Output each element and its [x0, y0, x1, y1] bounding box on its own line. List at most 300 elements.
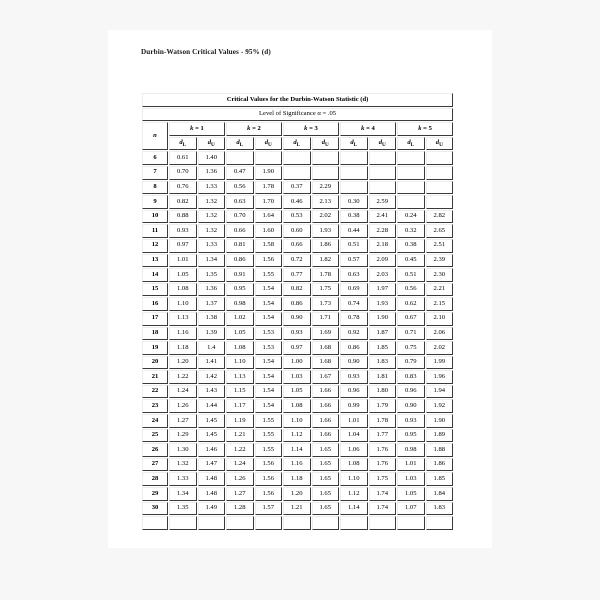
dl-header-k1: $d_L$ [169, 137, 197, 151]
table-row [142, 458, 453, 472]
cell-n21-k5-dl: 0.83 [397, 370, 425, 384]
table-row [142, 502, 453, 516]
cell-n18-k2-du: 1.53 [255, 327, 283, 341]
cell-n13-k1-du: 1.34 [198, 254, 226, 268]
blank-cell [169, 516, 197, 530]
cell-n16-k2-dl: 0.98 [226, 297, 254, 311]
blank-cell [226, 516, 254, 530]
cell-n10-k1-du: 1.32 [198, 210, 226, 224]
cell-n10-k3-du: 2.02 [312, 210, 340, 224]
cell-n19-k3-du: 1.68 [312, 341, 340, 355]
cell-n10-k3-dl: 0.53 [283, 210, 311, 224]
cell-n19-k2-dl: 1.08 [226, 341, 254, 355]
cell-n11-k3-du: 1.93 [312, 224, 340, 238]
cell-n11-k2-dl: 0.66 [226, 224, 254, 238]
cell-n21-k1-dl: 1.22 [169, 370, 197, 384]
cell-n6-k1-dl: 0.61 [169, 151, 197, 165]
cell-n25-k2-dl: 1.21 [226, 429, 254, 443]
row-label-n: 24 [142, 414, 168, 428]
cell-n16-k3-dl: 0.86 [283, 297, 311, 311]
cell-n19-k1-dl: 1.18 [169, 341, 197, 355]
table-row [142, 181, 453, 195]
table-row [142, 151, 453, 165]
cell-n8-k3-dl: 0.37 [283, 181, 311, 195]
cell-n21-k4-du: 1.81 [369, 370, 397, 384]
cell-n21-k5-du: 1.96 [426, 370, 454, 384]
du-header-k2: $d_U$ [255, 137, 283, 151]
row-label-n: 20 [142, 356, 168, 370]
cell-n10-k2-dl: 0.70 [226, 210, 254, 224]
cell-n23-k5-du: 1.92 [426, 399, 454, 413]
cell-n9-k4-du: 2.59 [369, 195, 397, 209]
cell-n26-k2-du: 1.55 [255, 443, 283, 457]
cell-n14-k4-du: 2.03 [369, 268, 397, 282]
cell-n12-k3-du: 1.86 [312, 239, 340, 253]
significance-row [142, 108, 453, 122]
cell-n26-k2-dl: 1.22 [226, 443, 254, 457]
cell-n19-k1-du: 1.4 [198, 341, 226, 355]
cell-n12-k2-dl: 0.81 [226, 239, 254, 253]
cell-n27-k1-dl: 1.32 [169, 458, 197, 472]
cell-n11-k4-du: 2.28 [369, 224, 397, 238]
cell-n11-k5-dl: 0.32 [397, 224, 425, 238]
cell-n17-k3-du: 1.71 [312, 312, 340, 326]
cell-n26-k5-dl: 0.98 [397, 443, 425, 457]
cell-n9-k1-dl: 0.82 [169, 195, 197, 209]
d-subheader-row [142, 137, 453, 151]
cell-n7-k3-dl [283, 166, 311, 180]
cell-n28-k2-du: 1.56 [255, 472, 283, 486]
cell-n6-k4-dl [340, 151, 368, 165]
cell-n12-k3-dl: 0.66 [283, 239, 311, 253]
cell-n25-k4-dl: 1.04 [340, 429, 368, 443]
table-row [142, 472, 453, 486]
cell-n24-k2-du: 1.55 [255, 414, 283, 428]
cell-n6-k3-du [312, 151, 340, 165]
cell-n11-k2-du: 1.60 [255, 224, 283, 238]
row-label-n: 29 [142, 487, 168, 501]
cell-n26-k4-dl: 1.06 [340, 443, 368, 457]
cell-n26-k4-du: 1.76 [369, 443, 397, 457]
cell-n9-k2-dl: 0.63 [226, 195, 254, 209]
cell-n13-k5-dl: 0.45 [397, 254, 425, 268]
cell-n25-k1-du: 1.45 [198, 429, 226, 443]
cell-n6-k5-du [426, 151, 454, 165]
cell-n21-k1-du: 1.42 [198, 370, 226, 384]
cell-n10-k5-du: 2.82 [426, 210, 454, 224]
cell-n24-k2-dl: 1.19 [226, 414, 254, 428]
table-row [142, 297, 453, 311]
cell-n30-k3-dl: 1.21 [283, 502, 311, 516]
table-row [142, 399, 453, 413]
cell-n9-k2-du: 1.70 [255, 195, 283, 209]
cell-n15-k5-du: 2.21 [426, 283, 454, 297]
cell-n15-k1-du: 1.36 [198, 283, 226, 297]
cell-n30-k4-dl: 1.14 [340, 502, 368, 516]
cell-n18-k3-dl: 0.93 [283, 327, 311, 341]
dl-header-k2: $d_L$ [226, 137, 254, 151]
cell-n28-k1-dl: 1.33 [169, 472, 197, 486]
n-header: n [142, 122, 168, 150]
row-label-n: 28 [142, 472, 168, 486]
blank-cell [426, 516, 454, 530]
cell-n8-k2-du: 1.78 [255, 181, 283, 195]
table-row [142, 210, 453, 224]
cell-n22-k1-du: 1.43 [198, 385, 226, 399]
row-label-n: 12 [142, 239, 168, 253]
cell-n12-k5-du: 2.51 [426, 239, 454, 253]
durbin-watson-table-container [141, 92, 448, 531]
table-row [142, 166, 453, 180]
cell-n26-k1-dl: 1.30 [169, 443, 197, 457]
cell-n28-k5-du: 1.85 [426, 472, 454, 486]
cell-n19-k2-du: 1.53 [255, 341, 283, 355]
cell-n29-k1-dl: 1.34 [169, 487, 197, 501]
cell-n12-k1-du: 1.33 [198, 239, 226, 253]
cell-n22-k4-du: 1.80 [369, 385, 397, 399]
cell-n14-k3-dl: 0.77 [283, 268, 311, 282]
cell-n14-k4-dl: 0.63 [340, 268, 368, 282]
cell-n8-k5-dl [397, 181, 425, 195]
cell-n17-k2-du: 1.54 [255, 312, 283, 326]
cell-n22-k1-dl: 1.24 [169, 385, 197, 399]
cell-n9-k3-du: 2.13 [312, 195, 340, 209]
k-group-header-5: k = 5 [397, 122, 453, 136]
k-group-header-3: k = 3 [283, 122, 339, 136]
cell-n18-k3-du: 1.69 [312, 327, 340, 341]
table-row [142, 254, 453, 268]
cell-n8-k4-du [369, 181, 397, 195]
cell-n23-k1-du: 1.44 [198, 399, 226, 413]
cell-n9-k1-du: 1.32 [198, 195, 226, 209]
cell-n22-k5-dl: 0.96 [397, 385, 425, 399]
row-label-n: 13 [142, 254, 168, 268]
cell-n24-k1-du: 1.45 [198, 414, 226, 428]
cell-n23-k4-du: 1.79 [369, 399, 397, 413]
cell-n29-k3-du: 1.65 [312, 487, 340, 501]
cell-n25-k2-du: 1.55 [255, 429, 283, 443]
cell-n25-k3-dl: 1.12 [283, 429, 311, 443]
row-label-n: 21 [142, 370, 168, 384]
cell-n22-k3-du: 1.66 [312, 385, 340, 399]
table-row [142, 283, 453, 297]
cell-n29-k1-du: 1.48 [198, 487, 226, 501]
table-row [142, 239, 453, 253]
cell-n18-k4-dl: 0.92 [340, 327, 368, 341]
cell-n14-k5-dl: 0.51 [397, 268, 425, 282]
cell-n24-k3-du: 1.66 [312, 414, 340, 428]
table-row [142, 487, 453, 501]
cell-n29-k4-dl: 1.12 [340, 487, 368, 501]
cell-n28-k5-dl: 1.03 [397, 472, 425, 486]
cell-n10-k5-dl: 0.24 [397, 210, 425, 224]
cell-n16-k5-du: 2.15 [426, 297, 454, 311]
cell-n18-k1-dl: 1.16 [169, 327, 197, 341]
cell-n14-k2-dl: 0.91 [226, 268, 254, 282]
cell-n25-k4-du: 1.77 [369, 429, 397, 443]
cell-n15-k2-du: 1.54 [255, 283, 283, 297]
cell-n22-k4-dl: 0.96 [340, 385, 368, 399]
cell-n30-k2-dl: 1.28 [226, 502, 254, 516]
cell-n20-k1-du: 1.41 [198, 356, 226, 370]
cell-n30-k3-du: 1.65 [312, 502, 340, 516]
cell-n8-k1-dl: 0.76 [169, 181, 197, 195]
cell-n6-k2-du [255, 151, 283, 165]
table-banner-row [142, 93, 453, 107]
cell-n9-k4-dl: 0.30 [340, 195, 368, 209]
cell-n27-k4-dl: 1.08 [340, 458, 368, 472]
cell-n7-k4-du [369, 166, 397, 180]
row-label-n: 19 [142, 341, 168, 355]
cell-n27-k1-du: 1.47 [198, 458, 226, 472]
cell-n20-k3-dl: 1.00 [283, 356, 311, 370]
cell-n14-k5-du: 2.30 [426, 268, 454, 282]
table-row [142, 443, 453, 457]
cell-n14-k1-du: 1.35 [198, 268, 226, 282]
cell-n7-k1-dl: 0.70 [169, 166, 197, 180]
cell-n15-k3-du: 1.75 [312, 283, 340, 297]
cell-n8-k4-dl [340, 181, 368, 195]
cell-n16-k5-dl: 0.62 [397, 297, 425, 311]
cell-n14-k2-du: 1.55 [255, 268, 283, 282]
cell-n16-k3-du: 1.73 [312, 297, 340, 311]
cell-n8-k5-du [426, 181, 454, 195]
cell-n25-k1-dl: 1.29 [169, 429, 197, 443]
cell-n20-k3-du: 1.68 [312, 356, 340, 370]
cell-n19-k5-du: 2.02 [426, 341, 454, 355]
cell-n12-k5-dl: 0.38 [397, 239, 425, 253]
cell-n22-k2-du: 1.54 [255, 385, 283, 399]
row-label-n: 18 [142, 327, 168, 341]
cell-n20-k5-du: 1.99 [426, 356, 454, 370]
cell-n21-k3-dl: 1.03 [283, 370, 311, 384]
cell-n16-k4-du: 1.93 [369, 297, 397, 311]
durbin-watson-critical-values-table [141, 92, 454, 531]
cell-n11-k1-du: 1.32 [198, 224, 226, 238]
dl-header-k3: $d_L$ [283, 137, 311, 151]
cell-n8-k3-du: 2.29 [312, 181, 340, 195]
cell-n23-k3-du: 1.66 [312, 399, 340, 413]
cell-n23-k5-dl: 0.90 [397, 399, 425, 413]
cell-n6-k4-du [369, 151, 397, 165]
cell-n19-k4-dl: 0.86 [340, 341, 368, 355]
cell-n16-k1-dl: 1.10 [169, 297, 197, 311]
k-group-header-2: k = 2 [226, 122, 282, 136]
cell-n23-k4-dl: 0.99 [340, 399, 368, 413]
cell-n7-k1-du: 1.36 [198, 166, 226, 180]
cell-n11-k4-dl: 0.44 [340, 224, 368, 238]
blank-cell [198, 516, 226, 530]
cell-n14-k3-du: 1.78 [312, 268, 340, 282]
k-group-header-1: k = 1 [169, 122, 225, 136]
cell-n24-k4-dl: 1.01 [340, 414, 368, 428]
cell-n12-k4-du: 2.18 [369, 239, 397, 253]
blank-cell [369, 516, 397, 530]
row-label-n: 15 [142, 283, 168, 297]
row-label-n: 27 [142, 458, 168, 472]
cell-n30-k1-dl: 1.35 [169, 502, 197, 516]
cell-n10-k4-dl: 0.38 [340, 210, 368, 224]
cell-n10-k4-du: 2.41 [369, 210, 397, 224]
cell-n30-k5-du: 1.83 [426, 502, 454, 516]
row-label-n: 9 [142, 195, 168, 209]
cell-n13-k4-du: 2.09 [369, 254, 397, 268]
cell-n29-k5-du: 1.84 [426, 487, 454, 501]
cell-n7-k5-dl [397, 166, 425, 180]
cell-n27-k3-dl: 1.16 [283, 458, 311, 472]
cell-n13-k2-dl: 0.86 [226, 254, 254, 268]
row-label-n: 14 [142, 268, 168, 282]
cell-n8-k2-dl: 0.56 [226, 181, 254, 195]
cell-n25-k5-dl: 0.95 [397, 429, 425, 443]
cell-n7-k2-du: 1.90 [255, 166, 283, 180]
cell-n17-k1-du: 1.38 [198, 312, 226, 326]
table-row [142, 429, 453, 443]
cell-n28-k4-du: 1.75 [369, 472, 397, 486]
cell-n25-k5-du: 1.89 [426, 429, 454, 443]
dl-header-k5: $d_L$ [397, 137, 425, 151]
row-label-n: 11 [142, 224, 168, 238]
cell-n17-k2-dl: 1.02 [226, 312, 254, 326]
cell-n29-k2-dl: 1.27 [226, 487, 254, 501]
row-label-n: 8 [142, 181, 168, 195]
cell-n24-k3-dl: 1.10 [283, 414, 311, 428]
cell-n21-k4-dl: 0.93 [340, 370, 368, 384]
cell-n15-k4-dl: 0.69 [340, 283, 368, 297]
cell-n10-k2-du: 1.64 [255, 210, 283, 224]
cell-n28-k1-du: 1.48 [198, 472, 226, 486]
cell-n20-k5-dl: 0.79 [397, 356, 425, 370]
cell-n27-k2-du: 1.56 [255, 458, 283, 472]
cell-n13-k1-dl: 1.01 [169, 254, 197, 268]
cell-n6-k1-du: 1.40 [198, 151, 226, 165]
row-label-n: 10 [142, 210, 168, 224]
cell-n17-k5-du: 2.10 [426, 312, 454, 326]
cell-n15-k5-dl: 0.56 [397, 283, 425, 297]
cell-n13-k3-du: 1.82 [312, 254, 340, 268]
cell-n23-k2-du: 1.54 [255, 399, 283, 413]
cell-n12-k4-dl: 0.51 [340, 239, 368, 253]
cell-n21-k2-du: 1.54 [255, 370, 283, 384]
cell-n29-k4-du: 1.74 [369, 487, 397, 501]
cell-n27-k5-dl: 1.01 [397, 458, 425, 472]
cell-n19-k5-dl: 0.75 [397, 341, 425, 355]
table-row [142, 195, 453, 209]
cell-n7-k4-dl [340, 166, 368, 180]
cell-n12-k1-dl: 0.97 [169, 239, 197, 253]
blank-cell [255, 516, 283, 530]
cell-n9-k5-dl [397, 195, 425, 209]
cell-n20-k4-dl: 0.90 [340, 356, 368, 370]
table-row [142, 356, 453, 370]
cell-n23-k2-dl: 1.17 [226, 399, 254, 413]
cell-n17-k4-dl: 0.78 [340, 312, 368, 326]
table-blank-row [142, 516, 453, 530]
blank-cell [283, 516, 311, 530]
cell-n27-k2-dl: 1.24 [226, 458, 254, 472]
cell-n6-k2-dl [226, 151, 254, 165]
cell-n17-k1-dl: 1.13 [169, 312, 197, 326]
cell-n9-k3-dl: 0.46 [283, 195, 311, 209]
cell-n30-k5-dl: 1.07 [397, 502, 425, 516]
cell-n16-k1-du: 1.37 [198, 297, 226, 311]
cell-n12-k2-du: 1.58 [255, 239, 283, 253]
cell-n13-k3-dl: 0.72 [283, 254, 311, 268]
cell-n11-k5-du: 2.65 [426, 224, 454, 238]
cell-n26-k3-du: 1.65 [312, 443, 340, 457]
cell-n6-k3-dl [283, 151, 311, 165]
cell-n24-k4-du: 1.78 [369, 414, 397, 428]
cell-n30-k4-du: 1.74 [369, 502, 397, 516]
cell-n16-k4-dl: 0.74 [340, 297, 368, 311]
cell-n18-k4-du: 1.87 [369, 327, 397, 341]
cell-n19-k4-du: 1.85 [369, 341, 397, 355]
cell-n23-k1-dl: 1.26 [169, 399, 197, 413]
row-label-n: 16 [142, 297, 168, 311]
cell-n13-k4-dl: 0.57 [340, 254, 368, 268]
row-label-n: 25 [142, 429, 168, 443]
cell-n21-k2-dl: 1.13 [226, 370, 254, 384]
cell-n10-k1-dl: 0.88 [169, 210, 197, 224]
cell-n17-k3-dl: 0.90 [283, 312, 311, 326]
table-row [142, 385, 453, 399]
cell-n20-k2-dl: 1.10 [226, 356, 254, 370]
cell-n7-k3-du [312, 166, 340, 180]
cell-n29-k2-du: 1.56 [255, 487, 283, 501]
table-body [142, 93, 453, 530]
row-label-n: 22 [142, 385, 168, 399]
cell-n9-k5-du [426, 195, 454, 209]
cell-n15-k1-dl: 1.08 [169, 283, 197, 297]
cell-n20-k4-du: 1.83 [369, 356, 397, 370]
blank-cell [142, 516, 168, 530]
cell-n18-k5-dl: 0.71 [397, 327, 425, 341]
cell-n28-k4-dl: 1.10 [340, 472, 368, 486]
row-label-n: 7 [142, 166, 168, 180]
cell-n13-k2-du: 1.56 [255, 254, 283, 268]
blank-cell [340, 516, 368, 530]
table-row [142, 268, 453, 282]
cell-n20-k2-du: 1.54 [255, 356, 283, 370]
k-header-row [142, 122, 453, 136]
cell-n28-k2-dl: 1.26 [226, 472, 254, 486]
du-header-k4: $d_U$ [369, 137, 397, 151]
table-row [142, 341, 453, 355]
document-page [108, 30, 492, 548]
cell-n15-k3-dl: 0.82 [283, 283, 311, 297]
cell-n17-k4-du: 1.90 [369, 312, 397, 326]
significance-level: Level of Significance α = .05 [142, 108, 453, 122]
du-header-k1: $d_U$ [198, 137, 226, 151]
cell-n24-k1-dl: 1.27 [169, 414, 197, 428]
row-label-n: 6 [142, 151, 168, 165]
cell-n21-k3-du: 1.67 [312, 370, 340, 384]
cell-n18-k1-du: 1.39 [198, 327, 226, 341]
table-row [142, 414, 453, 428]
blank-cell [397, 516, 425, 530]
cell-n27-k5-du: 1.86 [426, 458, 454, 472]
cell-n24-k5-du: 1.90 [426, 414, 454, 428]
row-label-n: 26 [142, 443, 168, 457]
du-header-k5: $d_U$ [426, 137, 454, 151]
row-label-n: 17 [142, 312, 168, 326]
cell-n18-k2-dl: 1.05 [226, 327, 254, 341]
dl-header-k4: $d_L$ [340, 137, 368, 151]
cell-n27-k4-du: 1.76 [369, 458, 397, 472]
cell-n20-k1-dl: 1.20 [169, 356, 197, 370]
cell-n29-k5-dl: 1.05 [397, 487, 425, 501]
table-row [142, 370, 453, 384]
